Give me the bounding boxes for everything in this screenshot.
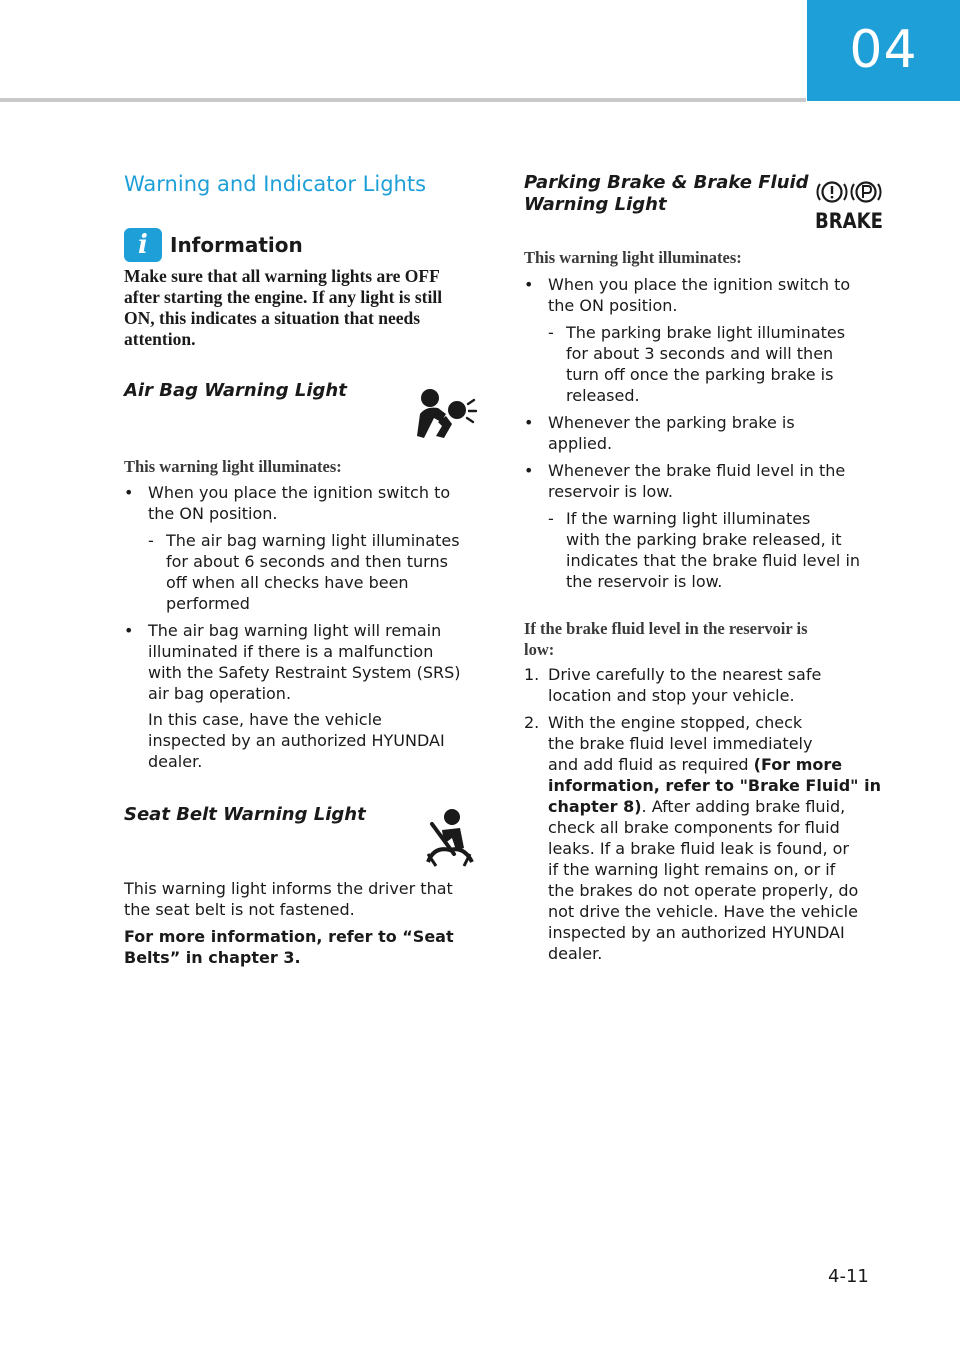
airbag-note: In this case, have the vehicle inspected by an authorized HYUNDAI dealer. (148, 710, 445, 771)
brake-title: Parking Brake & Brake Fluid Warning Light (524, 172, 809, 215)
seat-belt-warning-icon (424, 808, 476, 866)
seatbelt-title: Seat Belt Warning Light (124, 804, 366, 825)
airbag-bullet-2: • The air bag warning light will remain illuminated if there is a malfunction with the Safety Restraint System (SRS) air bag operation. (124, 621, 461, 703)
seatbelt-text: This warning light informs the driver that the seat belt is not fastened. (124, 879, 453, 919)
brake-bullet-2: • Whenever the parking brake is applied. (524, 413, 795, 453)
brake-dash-1: - The parking brake light illuminates for about 3 seconds and will then turn off once the parking brake is released. (548, 323, 846, 405)
header-rule (0, 98, 806, 102)
airbag-bullet-1: • When you place the ignition switch to the ON position. (124, 483, 451, 523)
section-title: Warning and Indicator Lights (124, 172, 427, 196)
airbag-title: Air Bag Warning Light (124, 380, 347, 401)
seatbelt-reference: For more information, refer to “Seat Belts” in chapter 3. (124, 927, 454, 967)
info-text: Make sure that all warning lights are OFF after starting the engine. If any light is still ON, this indicates a situation that needs attention. (124, 266, 443, 349)
brake-bullet-1: • When you place the ignition switch to the ON position. (524, 275, 851, 315)
page-number: 4-11 (828, 1266, 869, 1287)
airbag-warning-icon (416, 384, 478, 442)
brake-step-2: 2. With the engine stopped, check the brake fluid level immediately and add fluid as required (For more information, refer to "Brake Fluid" in chapter 8). After adding brake fluid, check all brake components for fluid leaks. If a brake fluid leak is found, or if the warning light remains on, or if the brakes do not operate properly, do not drive the vehicle. Have the vehicle inspected by an authorized HYUNDAI dealer. (524, 713, 881, 963)
brake-label: BRAKE (815, 209, 883, 233)
airbag-dash-1: - The air bag warning light illuminates for about 6 seconds and then turns off when all checks have been performed (148, 531, 460, 613)
chapter-tab: 04 (807, 0, 960, 101)
airbag-subhead: This warning light illuminates: (124, 457, 342, 476)
brake-step-1: 1. Drive carefully to the nearest safe location and stop your vehicle. (524, 665, 822, 705)
brake-subhead: This warning light illuminates: (524, 248, 742, 267)
brake-subhead-2: If the brake fluid level in the reservoir is low: (524, 619, 808, 659)
brake-bullet-3: • Whenever the brake fluid level in the reservoir is low. (524, 461, 846, 501)
brake-warning-icon (814, 178, 884, 233)
info-title: Information (170, 233, 303, 257)
info-header (124, 228, 303, 262)
brake-dash-2: - If the warning light illuminates with the parking brake released, it indicates that the brake fluid level in the reservoir is low. (548, 509, 861, 591)
info-icon: i (124, 228, 162, 262)
